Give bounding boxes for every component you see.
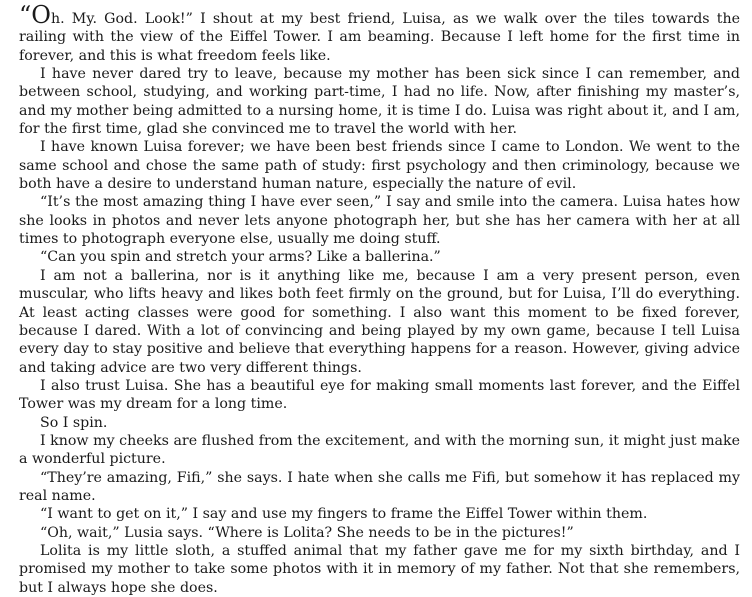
paragraph: I have known Luisa forever; we have been best friends since I came to London. We went to the same school and chose the same path of study: first psychology and then criminology, because we both have a desire to understand human nature, especially the nature of evil. bbox=[19, 139, 740, 193]
paragraph: “Oh, wait,” Lusia says. “Where is Lolita? She needs to be in the pictures!” bbox=[40, 524, 574, 541]
paragraph-opening-text: h. My. God. Look!” I shout at my best friend, Luisa, as we walk over the tiles towards the railing with the view of the Eiffel Tower. I am beaming. Because I left home for the first time in forever, and this is what freedom feels like. bbox=[19, 11, 740, 64]
paragraph: I have never dared try to leave, because my mother has been sick since I can remember, and between school, studying, and working part-time, I had no life. Now, after finishing my master’s, and my mother being admitted to a nursing home, it is time I do. Luisa was right about it, and I am, for the first time, glad she convinced me to travel the world with her. bbox=[19, 66, 740, 138]
document-page bbox=[19, 1, 740, 597]
paragraph: “I want to get on it,” I say and use my fingers to frame the Eiffel Tower within them. bbox=[40, 506, 648, 523]
paragraph: I am not a ballerina, nor is it anything like me, because I am a very present person, even muscular, who lifts heavy and likes both feet firmly on the ground, but for Luisa, I’ll do everything. At least acting classes were good for something. I also want this moment to be fixed forever, because I dared. With a lot of convincing and being played by my own game, because I tell Luisa every day to stay positive and believe that everything happens for a reason. However, giving advice and taking advice are two very different things. bbox=[19, 267, 740, 376]
paragraph: Lolita is my little sloth, a stuffed animal that my father gave me for my sixth birthday, and I promised my mother to take some photos with it in memory of my father. Not that she remembers, but I always hope she does. bbox=[19, 542, 740, 596]
paragraph: “Can you spin and stretch your arms? Like a ballerina.” bbox=[40, 249, 441, 266]
paragraph: “It’s the most amazing thing I have ever seen,” I say and smile into the camera. Luisa hates how she looks in photos and never lets anyone photograph her, but she has her camera with her at all times to photograph everyone else, usually me doing stuff. bbox=[19, 194, 740, 248]
paragraph-opening bbox=[19, 1, 740, 65]
paragraph: “They’re amazing, Fifi,” she says. I hate when she calls me Fifi, but somehow it has replaced my real name. bbox=[19, 469, 740, 504]
paragraph: I know my cheeks are flushed from the excitement, and with the morning sun, it might just make a wonderful picture. bbox=[19, 432, 740, 468]
paragraph: So I spin. bbox=[40, 414, 108, 431]
drop-cap: “O bbox=[19, 1, 51, 29]
paragraph: I also trust Luisa. She has a beautiful eye for making small moments last forever, and the Eiffel Tower was my dream for a long time. bbox=[19, 377, 740, 413]
